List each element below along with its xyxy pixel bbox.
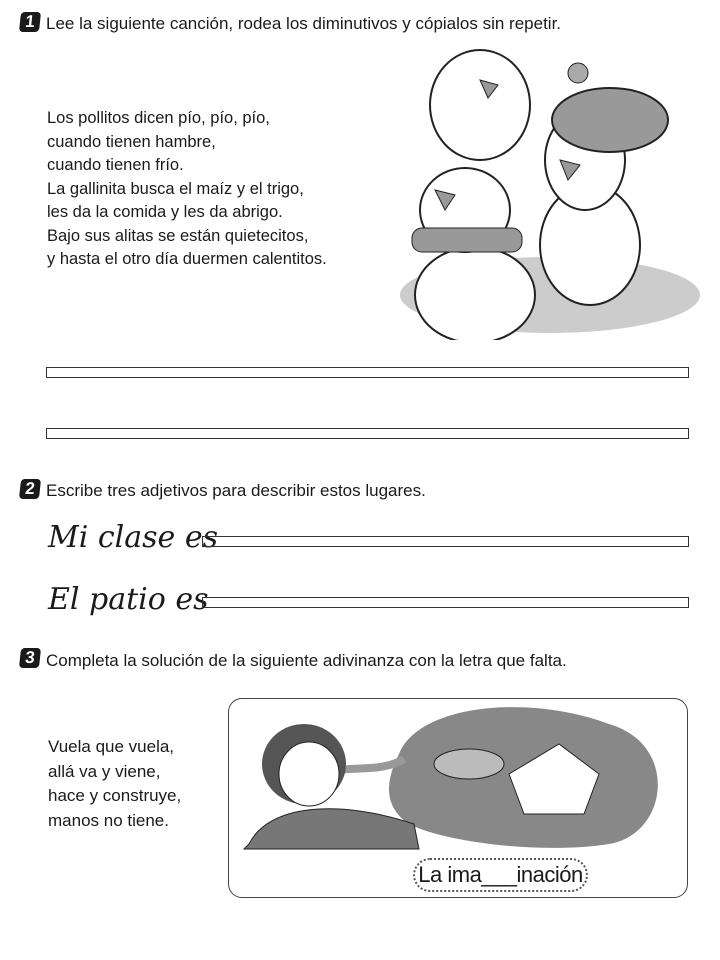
poem-line: cuando tienen hambre, xyxy=(47,132,216,151)
answer-line-patio[interactable] xyxy=(202,597,689,608)
poem-line: Los pollitos dicen pío, pío, pío, xyxy=(47,109,270,127)
exercise-1-instruction: Lee la siguiente canción, rodea los diminutivos y cópialos sin repetir. xyxy=(46,14,562,33)
answer-line-2[interactable] xyxy=(46,428,689,439)
prompt-mi-clase: Mi clase es xyxy=(48,520,218,555)
poem-line: Bajo sus alitas se están quietecitos, xyxy=(47,226,309,245)
poem-line: y hasta el otro día duermen calentitos. xyxy=(47,250,327,268)
exercise-2-number: 2 xyxy=(19,479,41,499)
poem-line: La gallinita busca el maíz y el trigo, xyxy=(47,179,304,198)
prompt-el-patio: El patio es xyxy=(48,582,209,617)
riddle-line: allá va y viene, xyxy=(48,761,161,781)
riddle-line: hace y construye, xyxy=(48,786,182,805)
riddle xyxy=(48,735,181,833)
riddle-answer-field[interactable]: La ima___inación xyxy=(413,858,588,892)
exercise-3-number: 3 xyxy=(19,648,41,668)
riddle-line: manos no tiene. xyxy=(48,810,169,830)
answer-line-1[interactable] xyxy=(46,367,689,378)
exercise-1-number: 1 xyxy=(19,12,41,32)
dreaming-girl-illustration xyxy=(229,704,685,854)
poem-line: cuando tienen frío. xyxy=(47,156,184,174)
answer-line-clase[interactable] xyxy=(202,536,689,547)
chicks-illustration xyxy=(380,40,700,340)
exercise-2-instruction: Escribe tres adjetivos para describir estos lugares. xyxy=(46,481,426,500)
poem-line: les da la comida y les da abrigo. xyxy=(47,203,283,221)
riddle-line: Vuela que vuela, xyxy=(48,737,175,756)
exercise-3-instruction: Completa la solución de la siguiente adivinanza con la letra que falta. xyxy=(46,651,567,670)
song-poem xyxy=(47,107,327,272)
